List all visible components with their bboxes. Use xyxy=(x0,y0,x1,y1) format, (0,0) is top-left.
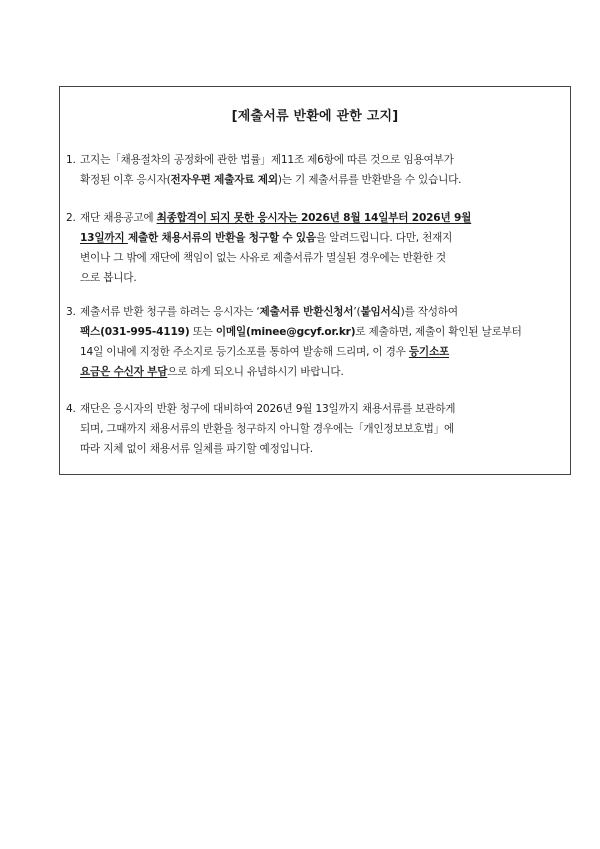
notice-item-3 xyxy=(66,302,562,382)
text-segment: 13일까지 xyxy=(80,232,128,244)
notice-item-2 xyxy=(66,208,562,288)
text-segment: 붙임서식 xyxy=(360,306,401,318)
notice-title: [제출서류 반환에 관한 고지] xyxy=(231,109,399,124)
item-number: 3. xyxy=(66,306,76,318)
text-segment: 제출한 채용서류의 반환을 청구할 수 있음 xyxy=(127,232,316,244)
notice-item-1 xyxy=(66,150,562,190)
text-segment: 또는 xyxy=(189,326,216,338)
text-segment: 로 제출하면, 제출이 확인된 날로부터 xyxy=(355,326,522,338)
text-segment: 최종합격이 되지 못한 응시자는 2026년 8월 14일부터 2026년 9월 xyxy=(156,212,472,224)
item-number: 4. xyxy=(66,403,76,415)
notice-line xyxy=(66,362,562,382)
notice-line xyxy=(66,170,562,190)
notice-line xyxy=(66,302,562,322)
text-segment: 재단은 응시자의 반환 청구에 대비하여 2026년 9월 13일까지 채용서류를 보관하게 xyxy=(80,403,456,415)
text-segment: 을 알려드립니다. 다만, 천재지 xyxy=(315,232,453,244)
text-segment: 제출서류 반환 청구를 하려는 응시자는 ‘ xyxy=(80,306,260,318)
text-segment: 팩스(031-995-4119) xyxy=(80,326,190,338)
notice-line xyxy=(66,228,562,248)
notice-line xyxy=(66,322,562,342)
text-segment: 고지는「채용절차의 공정화에 관한 법률」제11조 제6항에 따른 것으로 임용여부가 xyxy=(80,154,454,166)
notice-line xyxy=(66,419,562,439)
text-segment: 제출서류 반환신청서 xyxy=(259,306,354,318)
item-number: 1. xyxy=(66,154,76,166)
text-segment: ’( xyxy=(353,306,361,318)
notice-line xyxy=(66,150,562,170)
notice-line xyxy=(66,399,562,419)
item-number: 2. xyxy=(66,212,76,224)
notice-box xyxy=(59,86,571,475)
text-segment: 확정된 이후 응시자( xyxy=(80,174,171,186)
text-segment: 되며, 그때까지 채용서류의 반환을 청구하지 아니할 경우에는「개인정보보호법」에 xyxy=(80,423,455,435)
text-segment: 이메일(minee@gcyf.or.kr) xyxy=(215,326,356,338)
text-segment: 으로 봅니다. xyxy=(80,272,137,284)
notice-item-4 xyxy=(66,399,562,459)
text-segment: 요금은 수신자 부담 xyxy=(80,366,168,378)
text-segment: 등기소포 xyxy=(408,346,450,358)
notice-line xyxy=(66,248,562,268)
notice-line xyxy=(66,268,562,288)
text-segment: 재단 채용공고에 xyxy=(80,212,157,224)
notice-line xyxy=(66,208,562,228)
text-segment: )를 작성하여 xyxy=(400,306,458,318)
text-segment: )는 기 제출서류를 반환받을 수 있습니다. xyxy=(277,174,462,186)
notice-line xyxy=(66,439,562,459)
text-segment: 14일 이내에 지정한 주소지로 등기소포를 통하여 발송해 드리며, 이 경우 xyxy=(80,346,409,358)
text-segment: 변이나 그 밖에 재단에 책임이 없는 사유로 제출서류가 멸실된 경우에는 반환한 것 xyxy=(80,252,446,264)
text-segment: 전자우편 제출자료 제외 xyxy=(170,174,278,186)
text-segment: 으로 하게 되오니 유념하시기 바랍니다. xyxy=(167,366,344,378)
notice-line xyxy=(66,342,562,362)
text-segment: 따라 지체 없이 채용서류 일체를 파기할 예정입니다. xyxy=(80,443,313,455)
